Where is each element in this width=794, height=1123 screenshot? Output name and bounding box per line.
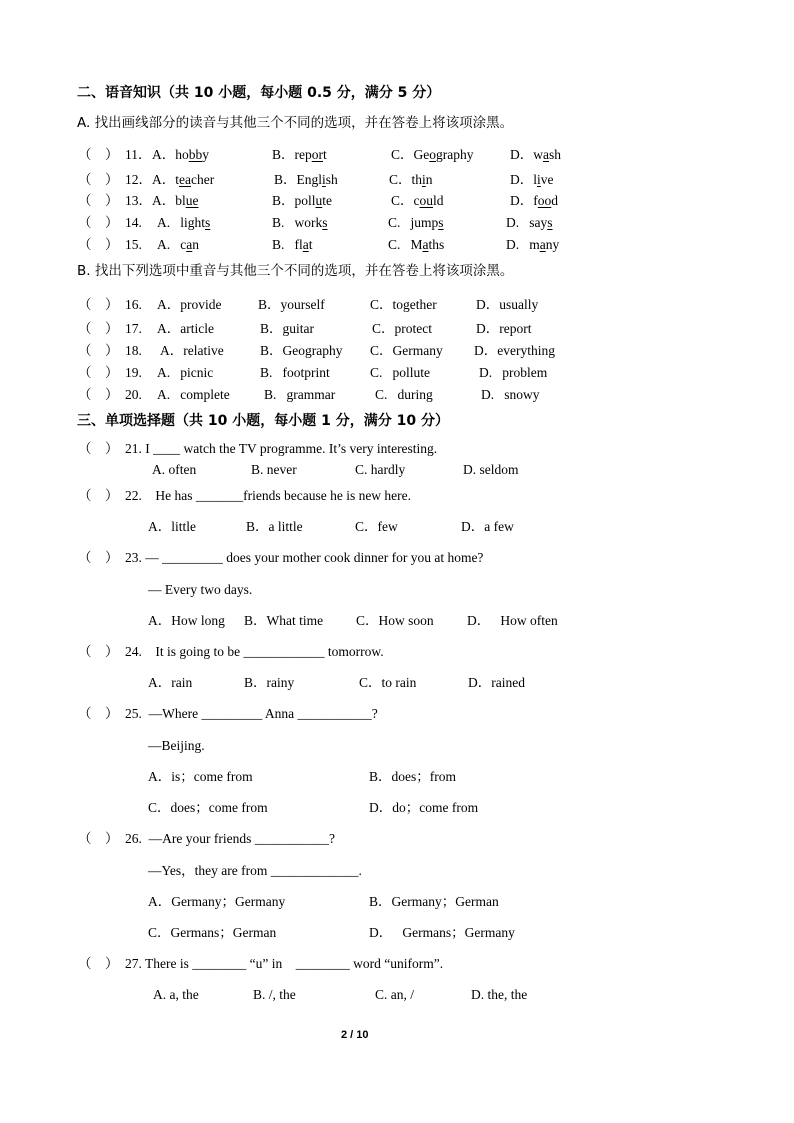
question-number: 19. (125, 365, 142, 380)
option-a: A. complete (157, 387, 230, 402)
section-3-title: 三、单项选择题（共 10 小题，每小题 1 分，满分 10 分） (77, 413, 449, 429)
option-d: D. problem (479, 365, 548, 380)
question-number: 11． (125, 147, 152, 162)
option-c: C. Maths (388, 237, 445, 252)
question-number: 16. (125, 297, 142, 312)
question-stem: 26. —Are your friends ___________? (125, 831, 335, 846)
option-d: D．live (510, 172, 554, 187)
option-d: D. snowy (481, 387, 540, 402)
option-c: C．How soon (356, 613, 434, 628)
question-number: 12． (125, 172, 152, 187)
answer-paren: （ ） (78, 831, 119, 846)
option-d: D． How often (467, 613, 558, 628)
question-stem: 25. —Where _________ Anna ___________? (125, 706, 378, 721)
option-d: D. seldom (463, 462, 519, 477)
part-a-instruction: A. 找出画线部分的读音与其他三个不同的选项，并在答卷上将该项涂黑。 (77, 115, 514, 131)
answer-reply: — Every two days. (148, 582, 253, 597)
option-b: B. flat (272, 237, 313, 252)
option-b: B. works (272, 215, 328, 230)
option-a: A．is；come from (148, 769, 253, 784)
option-b: B．Geography (260, 343, 343, 358)
option-a: A．rain (148, 675, 193, 690)
answer-paren: （ ） (78, 215, 119, 230)
option-c: C．together (370, 297, 437, 312)
option-b: B．English (274, 172, 338, 187)
answer-paren: （ ） (78, 343, 119, 358)
option-c: C．few (355, 519, 398, 534)
option-c: C．could (391, 193, 444, 208)
option-a: A．Germany；Germany (148, 894, 286, 909)
option-d: D． Germans；Germany (369, 925, 515, 940)
option-b: B. never (251, 462, 297, 477)
option-b: B．does；from (369, 769, 456, 784)
option-b: B．rainy (244, 675, 295, 690)
question-number: 20. (125, 387, 142, 402)
option-d: D. many (506, 237, 560, 252)
answer-paren: （ ） (78, 488, 119, 503)
option-b: B．pollute (272, 193, 333, 208)
option-a: A．article (157, 321, 214, 336)
option-c: C. during (375, 387, 433, 402)
option-c: C. an, / (375, 987, 414, 1002)
page-number: 2 / 10 (341, 1029, 369, 1041)
answer-paren: （ ） (78, 387, 119, 402)
option-c: C．Geography (391, 147, 474, 162)
option-b: B．What time (244, 613, 324, 628)
option-b: B. footprint (260, 365, 330, 380)
answer-paren: （ ） (78, 365, 119, 380)
option-b: B．yourself (258, 297, 325, 312)
part-b-instruction: B. 找出下列选项中重音与其他三个不同的选项，并在答卷上将该项涂黑。 (77, 263, 514, 279)
option-d: D. the, the (471, 987, 528, 1002)
option-d: D．rained (468, 675, 525, 690)
answer-paren: （ ） (78, 441, 119, 456)
question-number: 18. (125, 343, 142, 358)
option-b: B．guitar (260, 321, 314, 336)
option-c: C. hardly (355, 462, 406, 477)
option-a: A．relative (160, 343, 224, 358)
answer-paren: （ ） (78, 644, 119, 659)
answer-paren: （ ） (78, 550, 119, 565)
answer-paren: （ ） (78, 321, 119, 336)
answer-paren: （ ） (78, 956, 119, 971)
option-c: C．to rain (359, 675, 417, 690)
option-a: A．How long (148, 613, 225, 628)
question-number: 15. (125, 237, 142, 252)
option-d: D．food (510, 193, 558, 208)
option-d: D．a few (461, 519, 514, 534)
option-d: D．do；come from (369, 800, 479, 815)
option-b: B．report (272, 147, 327, 162)
question-stem: 21. I ____ watch the TV programme. It’s very interesting. (125, 441, 438, 456)
answer-reply: —Yes，they are from _____________. (148, 863, 362, 878)
question-number: 14. (125, 215, 142, 230)
section-2-title: 二、语音知识（共 10 小题，每小题 0.5 分，满分 5 分） (77, 85, 441, 101)
answer-paren: （ ） (78, 147, 119, 162)
answer-paren: （ ） (78, 172, 119, 187)
option-a: A．provide (157, 297, 222, 312)
answer-paren: （ ） (78, 237, 119, 252)
option-c: C．protect (372, 321, 432, 336)
option-d: D．everything (474, 343, 555, 358)
option-a: A. can (157, 237, 199, 252)
option-b: B. grammar (264, 387, 336, 402)
option-d: D．usually (476, 297, 539, 312)
option-a: A．blue (152, 193, 199, 208)
question-number: 17. (125, 321, 142, 336)
option-a: A．teacher (152, 172, 215, 187)
option-b: B．Germany；German (369, 894, 499, 909)
answer-reply: —Beijing. (148, 738, 205, 753)
option-b: B. /, the (253, 987, 296, 1002)
question-stem: 23. — _________ does your mother cook dinner for you at home? (125, 550, 484, 565)
option-a: A. often (152, 462, 197, 477)
option-c: C. pollute (370, 365, 430, 380)
option-a: A．hobby (152, 147, 209, 162)
option-b: B．a little (246, 519, 303, 534)
option-d: D. says (506, 215, 553, 230)
option-c: C．Germans；German (148, 925, 277, 940)
question-stem: 27. There is ________ “u” in ________ word “uniform”. (125, 956, 444, 971)
option-a: A. lights (157, 215, 211, 230)
question-number: 13． (125, 193, 152, 208)
question-stem: 22. He has _______friends because he is new here. (125, 488, 412, 503)
option-a: A. picnic (157, 365, 214, 380)
option-d: D．report (476, 321, 532, 336)
option-c: C．thin (389, 172, 433, 187)
option-c: C．does；come from (148, 800, 268, 815)
answer-paren: （ ） (78, 706, 119, 721)
option-d: D．wash (510, 147, 562, 162)
option-a: A．little (148, 519, 196, 534)
option-c: C. jumps (388, 215, 444, 230)
option-c: C．Germany (370, 343, 443, 358)
answer-paren: （ ） (78, 297, 119, 312)
option-a: A. a, the (153, 987, 199, 1002)
answer-paren: （ ） (78, 193, 119, 208)
question-stem: 24. It is going to be ____________ tomorrow. (125, 644, 384, 659)
